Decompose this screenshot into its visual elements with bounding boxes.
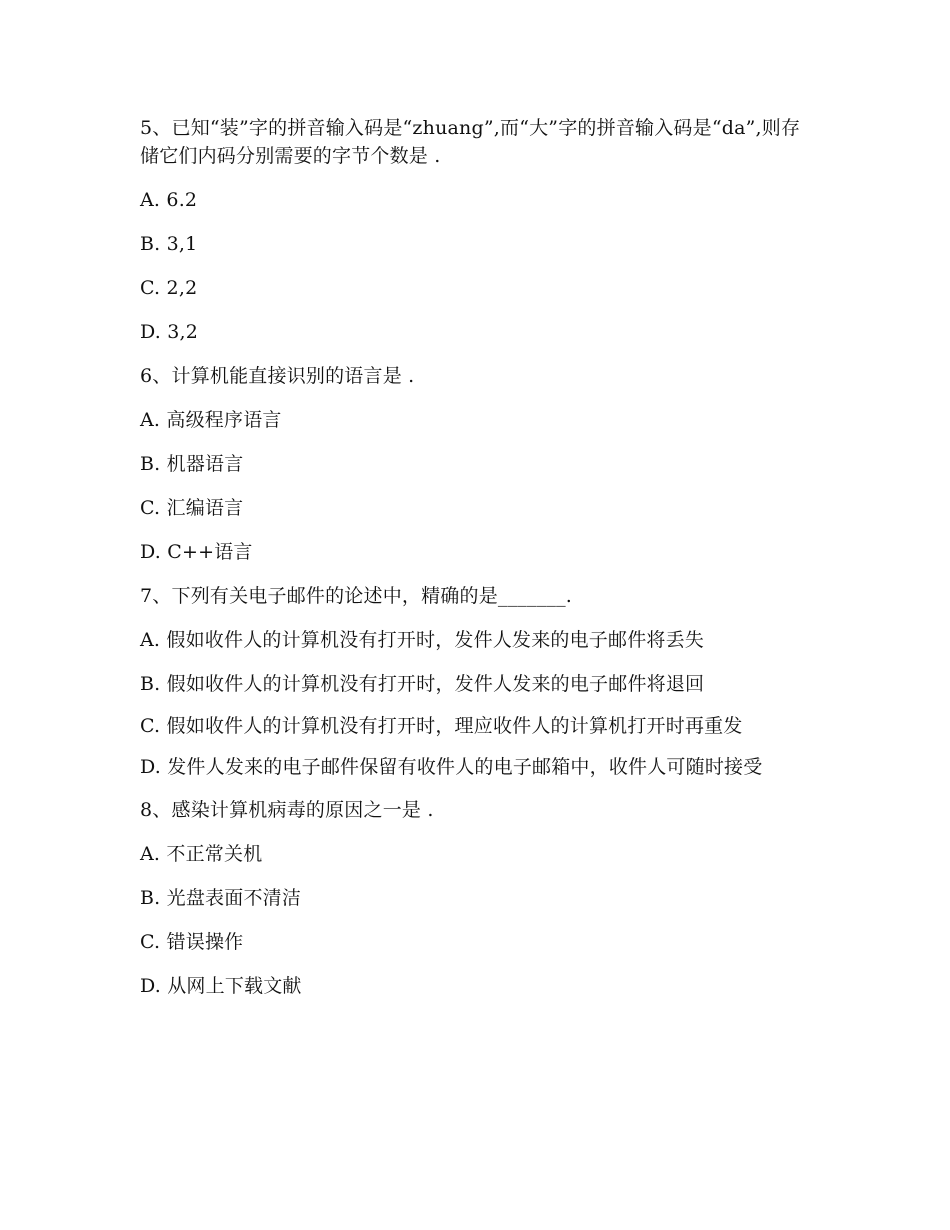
option-b: B. 3,1 [140,233,198,255]
option-c: C. 汇编语言 [140,497,244,519]
option-d: D. 发件人发来的电子邮件保留有收件人的电子邮箱中，收件人可随时接受 [140,756,763,778]
option-a: A. 不正常关机 [140,843,263,865]
option-a: A. 6.2 [140,189,198,211]
option-a: A. 高级程序语言 [140,409,282,431]
document-page [140,114,810,1016]
option-c: C. 假如收件人的计算机没有打开时，理应收件人的计算机打开时再重发 [140,715,743,737]
question-text: 5、已知“装”字的拼音输入码是“zhuang”,而“大”字的拼音输入码是“da”,则存储它们内码分别需要的字节个数是 . [140,117,801,167]
question-8 [140,796,810,1000]
option-b: B. 光盘表面不清洁 [140,887,302,909]
option-b: B. 机器语言 [140,453,244,475]
option-b: B. 假如收件人的计算机没有打开时，发件人发来的电子邮件将退回 [140,673,705,695]
option-d: D. 3,2 [140,321,199,343]
question-text: 8、感染计算机病毒的原因之一是 . [140,799,434,821]
option-c: C. 2,2 [140,277,198,299]
question-6 [140,362,810,566]
option-c: C. 错误操作 [140,931,244,953]
question-7 [140,582,810,780]
question-text: 7、下列有关电子邮件的论述中，精确的是_______. [140,585,573,607]
option-a: A. 假如收件人的计算机没有打开时，发件人发来的电子邮件将丢失 [140,629,705,651]
option-d: D. 从网上下载文献 [140,975,302,997]
option-d: D. C++语言 [140,541,253,563]
question-5 [140,114,810,346]
question-text: 6、计算机能直接识别的语言是 . [140,365,415,387]
